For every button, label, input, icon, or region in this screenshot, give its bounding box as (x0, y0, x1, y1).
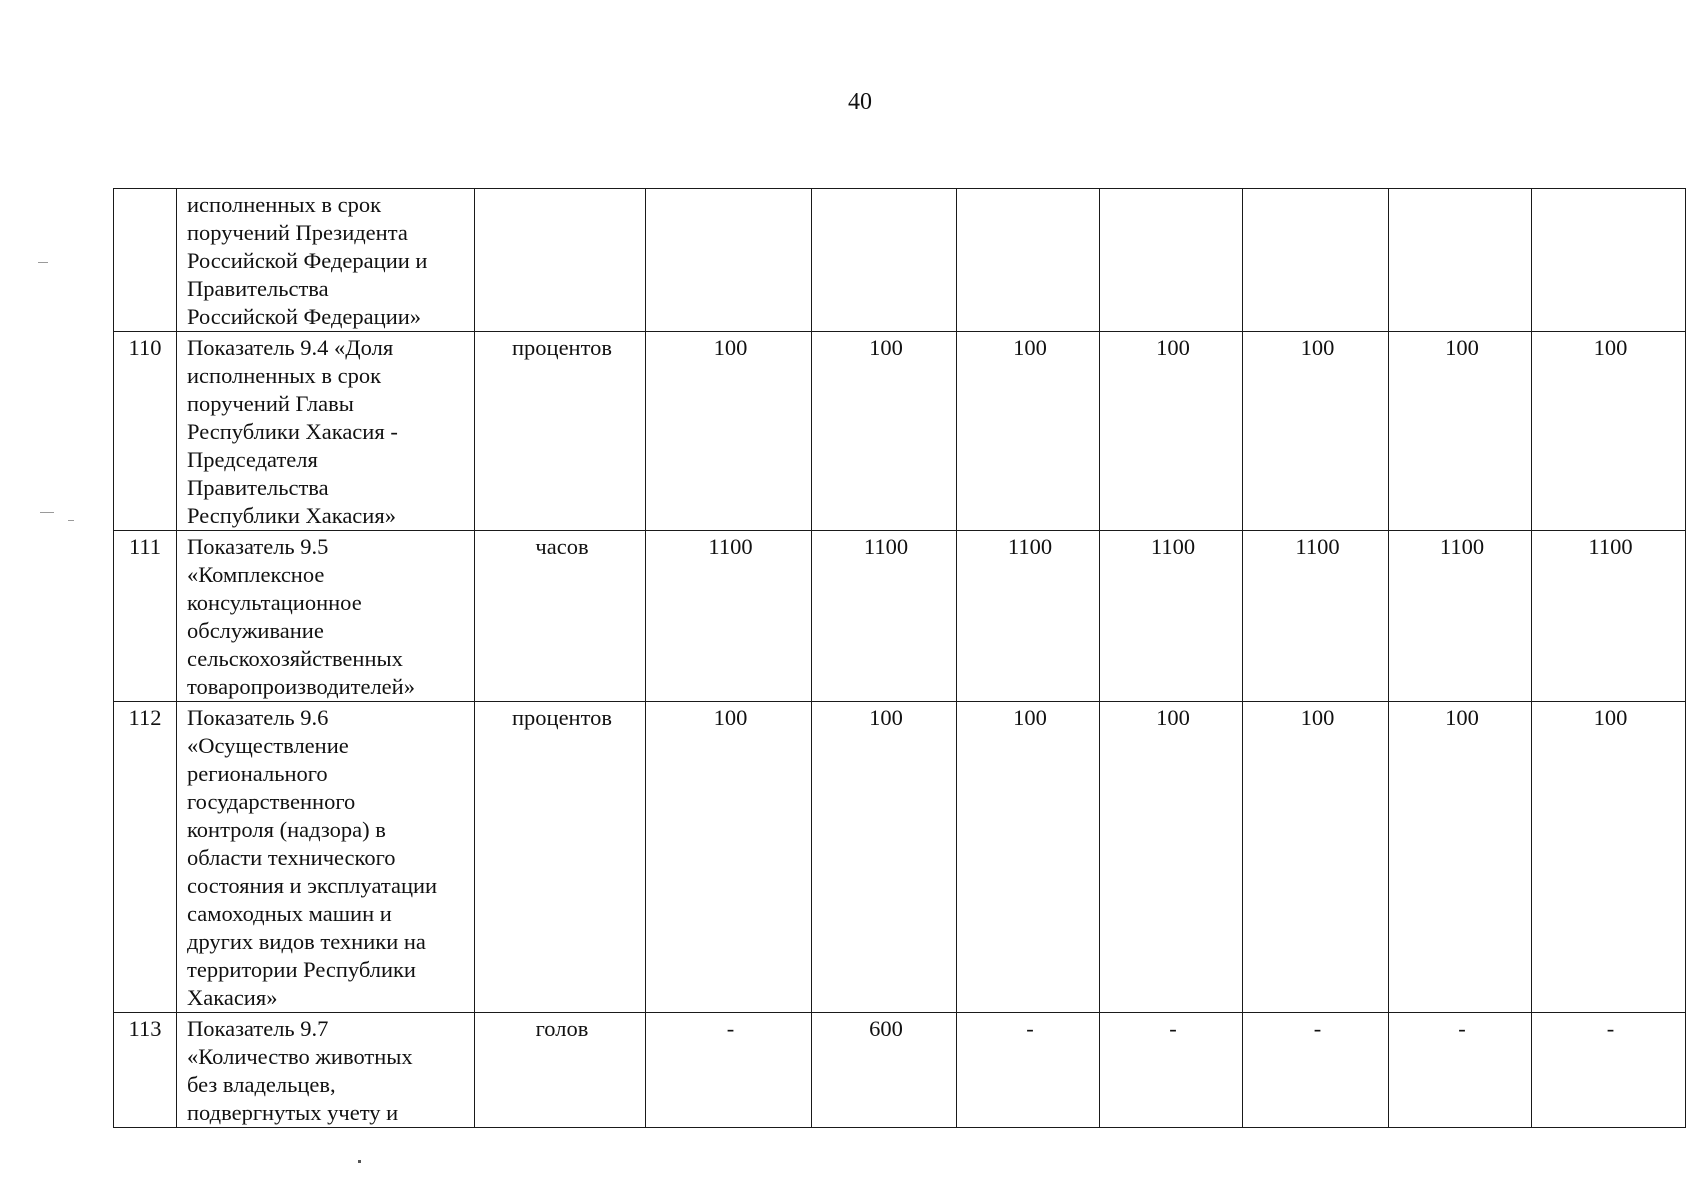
value-cell: 1100 (646, 531, 812, 702)
value-cell: 100 (646, 702, 812, 1013)
indicator-name-text: исполненных в срок поручений Президента Российской Федерации и Правительства Российской Федерации» (187, 192, 428, 329)
table-row (114, 332, 1686, 531)
value-cell (1389, 189, 1532, 332)
value-cell: 100 (812, 332, 957, 531)
table-row (114, 702, 1686, 1013)
value-cell (1532, 189, 1686, 332)
indicator-name-text: Показатель 9.4 «Доля исполненных в срок поручений Главы Республики Хакасия - Председателя Правительства Республики Хакасия» (187, 335, 398, 528)
value-cell: 100 (1100, 332, 1243, 531)
value-cell: 1100 (812, 531, 957, 702)
row-number-cell: 112 (114, 702, 177, 1013)
value-cell: 100 (957, 332, 1100, 531)
value-cell: - (1243, 1013, 1389, 1128)
row-number-cell (114, 189, 177, 332)
unit-cell: процентов (475, 702, 646, 1013)
indicators-table (113, 188, 1686, 1128)
value-cell: 100 (957, 702, 1100, 1013)
indicator-name-cell (177, 702, 475, 1013)
table-row (114, 531, 1686, 702)
indicator-name-text: Показатель 9.6 «Осуществление регионального государственного контроля (надзора) в области технического состояния и эксплуатации самоходных машин и других видов техники на территории Республики Хакасия» (187, 705, 438, 1010)
value-cell: 1100 (957, 531, 1100, 702)
value-cell: 1100 (1389, 531, 1532, 702)
value-cell (646, 189, 812, 332)
value-cell: 100 (1532, 332, 1686, 531)
value-cell: 1100 (1243, 531, 1389, 702)
value-cell: 100 (1389, 702, 1532, 1013)
scan-artifact (358, 1160, 361, 1163)
value-cell: 100 (1389, 332, 1532, 531)
value-cell: 1100 (1100, 531, 1243, 702)
row-number-cell: 113 (114, 1013, 177, 1128)
value-cell: 100 (1532, 702, 1686, 1013)
value-cell (1243, 189, 1389, 332)
value-cell: - (646, 1013, 812, 1128)
value-cell: 1100 (1532, 531, 1686, 702)
unit-cell: голов (475, 1013, 646, 1128)
table-row (114, 1013, 1686, 1128)
value-cell: 600 (812, 1013, 957, 1128)
scan-artifact (40, 512, 54, 513)
value-cell (812, 189, 957, 332)
value-cell: 100 (646, 332, 812, 531)
scan-artifact (38, 262, 48, 263)
value-cell: 100 (812, 702, 957, 1013)
value-cell: - (957, 1013, 1100, 1128)
unit-cell: процентов (475, 332, 646, 531)
value-cell: - (1100, 1013, 1243, 1128)
scan-artifact (68, 520, 74, 521)
indicator-name-cell (177, 531, 475, 702)
indicator-name-text: Показатель 9.5 «Комплексное консультационное обслуживание сельскохозяйственных товаропроизводителей» (187, 534, 415, 699)
table-row (114, 189, 1686, 332)
indicator-name-cell (177, 189, 475, 332)
value-cell: - (1389, 1013, 1532, 1128)
indicator-name-cell (177, 1013, 475, 1128)
indicator-name-text: Показатель 9.7 «Количество животных без владельцев, подвергнутых учету и (187, 1016, 413, 1125)
value-cell: - (1532, 1013, 1686, 1128)
value-cell: 100 (1243, 702, 1389, 1013)
value-cell (957, 189, 1100, 332)
page-number: 40 (848, 89, 872, 115)
value-cell (1100, 189, 1243, 332)
unit-cell (475, 189, 646, 332)
row-number-cell: 110 (114, 332, 177, 531)
row-number-cell: 111 (114, 531, 177, 702)
unit-cell: часов (475, 531, 646, 702)
value-cell: 100 (1243, 332, 1389, 531)
value-cell: 100 (1100, 702, 1243, 1013)
indicator-name-cell (177, 332, 475, 531)
